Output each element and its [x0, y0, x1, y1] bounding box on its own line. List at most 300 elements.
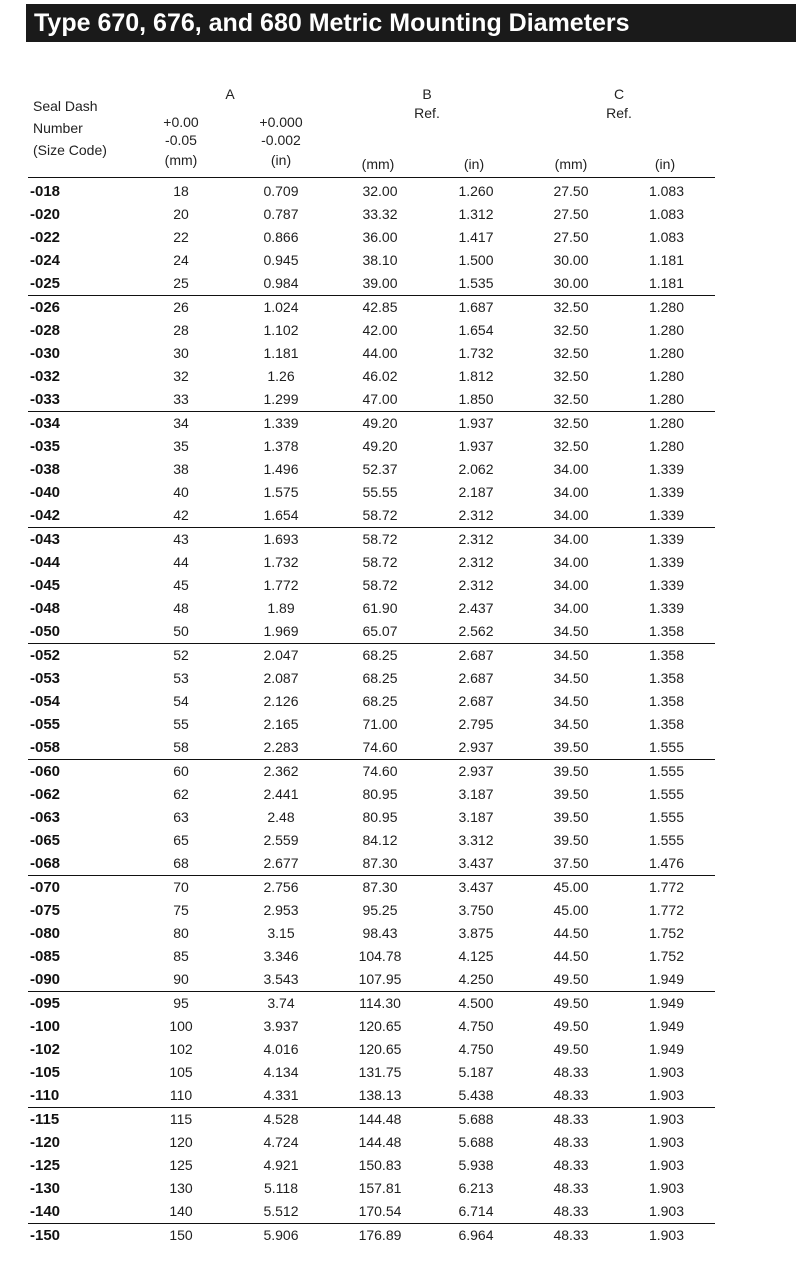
cell-seal-dash-number: -095	[30, 995, 61, 1012]
cell-a-in: 1.89	[267, 600, 295, 616]
table-row	[28, 690, 715, 713]
cell-seal-dash-number: -052	[30, 647, 61, 664]
cell-a-in: 3.346	[263, 948, 299, 964]
cell-seal-dash-number: -150	[30, 1227, 61, 1244]
cell-b-mm: 49.20	[362, 438, 398, 454]
cell-c-in: 1.903	[648, 1157, 685, 1173]
table-row	[28, 1224, 715, 1248]
cell-c-mm: 48.33	[553, 1157, 589, 1173]
cell-b-in: 5.187	[458, 1064, 494, 1080]
cell-a-in: 5.118	[264, 1180, 298, 1196]
table-row	[28, 1177, 715, 1200]
cell-b-mm: 157.81	[358, 1180, 402, 1196]
header-a-mm-tol-plus: +0.00	[163, 114, 199, 130]
cell-b-mm: 74.60	[332, 736, 428, 760]
cell-c-mm: 34.00	[553, 484, 589, 500]
cell-b-mm: 61.90	[362, 600, 398, 616]
cell-b-mm: 138.13	[332, 1084, 428, 1108]
cell-b-mm: 65.07	[332, 620, 428, 644]
cell-seal-dash-number: -068	[28, 852, 132, 876]
cell-c-in: 1.339	[648, 531, 685, 547]
cell-a-mm: 62	[173, 786, 189, 802]
cell-a-in: 1.024	[263, 299, 299, 315]
table-row	[28, 783, 715, 806]
cell-seal-dash-number: -018	[30, 183, 61, 200]
cell-c-mm: 48.33	[524, 1084, 618, 1108]
cell-seal-dash-number: -130	[30, 1180, 61, 1197]
cell-b-in: 1.812	[458, 368, 494, 384]
cell-a-in: 2.559	[263, 832, 299, 848]
cell-c-in: 1.339	[648, 554, 685, 570]
table-row	[28, 203, 715, 226]
cell-c-in: 1.280	[648, 415, 685, 431]
cell-a-in: 1.26	[267, 368, 295, 384]
cell-b-mm: 44.00	[362, 345, 398, 361]
cell-c-in: 1.181	[648, 252, 685, 268]
cell-c-in: 1.339	[648, 577, 685, 593]
cell-b-mm: 58.72	[362, 577, 398, 593]
table-row	[28, 481, 715, 504]
cell-c-in: 1.949	[648, 1041, 685, 1057]
table-row	[28, 365, 715, 388]
cell-c-mm: 34.50	[524, 620, 618, 644]
cell-b-in: 5.938	[458, 1157, 494, 1173]
cell-seal-dash-number: -033	[28, 388, 132, 412]
cell-b-mm: 68.25	[362, 670, 398, 686]
cell-b-mm: 144.48	[358, 1111, 402, 1127]
cell-c-in: 1.339	[648, 600, 685, 616]
cell-b-mm: 120.65	[358, 1041, 402, 1057]
cell-c-in: 1.772	[648, 879, 685, 895]
header-seal-dash-line2: Number	[33, 120, 83, 136]
cell-c-mm: 27.50	[553, 229, 589, 245]
cell-a-mm: 150	[169, 1227, 193, 1243]
cell-seal-dash-number: -115	[30, 1111, 60, 1128]
table-row	[28, 922, 715, 945]
table-row	[28, 272, 715, 296]
cell-c-mm: 44.50	[553, 925, 589, 941]
cell-b-in: 2.062	[458, 461, 494, 477]
cell-c-in: 1.772	[648, 902, 685, 918]
table-row	[28, 319, 715, 342]
cell-a-mm: 68	[132, 852, 230, 876]
cell-b-mm: 150.83	[358, 1157, 402, 1173]
cell-b-mm: 42.85	[362, 299, 398, 315]
table-row	[28, 528, 715, 552]
cell-a-mm: 63	[173, 809, 189, 825]
cell-c-in: 1.358	[618, 620, 715, 644]
cell-c-mm: 34.00	[553, 600, 589, 616]
cell-c-in: 1.903	[648, 1180, 685, 1196]
cell-c-mm: 27.50	[553, 183, 589, 199]
cell-seal-dash-number: -025	[28, 272, 132, 296]
cell-a-mm: 30	[173, 345, 189, 361]
cell-c-in: 1.903	[618, 1084, 715, 1108]
cell-seal-dash-number: -050	[28, 620, 132, 644]
cell-a-mm: 53	[173, 670, 189, 686]
cell-c-in: 1.280	[648, 299, 685, 315]
cell-a-in: 5.512	[230, 1200, 332, 1224]
table-row	[28, 342, 715, 365]
cell-c-in: 1.949	[648, 1018, 685, 1034]
cell-c-in: 1.339	[648, 484, 685, 500]
cell-a-in: 0.787	[263, 206, 299, 222]
cell-b-in: 2.312	[458, 577, 494, 593]
cell-a-mm: 45	[173, 577, 189, 593]
header-a-in-tol-minus: -0.002	[261, 132, 301, 148]
cell-a-in: 1.693	[263, 531, 299, 547]
header-seal-dash-line3: (Size Code)	[33, 142, 107, 158]
cell-a-in: 4.331	[230, 1084, 332, 1108]
cell-a-mm: 65	[173, 832, 189, 848]
header-a-in-tol-plus: +0.000	[259, 114, 303, 130]
table-row	[28, 829, 715, 852]
cell-a-mm: 44	[173, 554, 189, 570]
cell-c-mm: 45.00	[553, 902, 589, 918]
cell-c-mm: 32.50	[553, 322, 589, 338]
cell-a-mm: 120	[169, 1134, 193, 1150]
cell-c-in: 1.280	[648, 368, 685, 384]
table-row	[28, 504, 715, 528]
cell-b-mm: 71.00	[362, 716, 398, 732]
cell-b-in: 5.688	[458, 1111, 494, 1127]
cell-c-mm: 39.50	[553, 786, 589, 802]
cell-a-mm: 28	[173, 322, 189, 338]
cell-b-in: 2.687	[458, 670, 494, 686]
table-row	[28, 1015, 715, 1038]
table-row	[28, 620, 715, 644]
cell-b-in: 2.437	[458, 600, 494, 616]
table-row	[28, 852, 715, 876]
cell-b-in: 2.687	[458, 647, 494, 663]
cell-seal-dash-number: -053	[30, 670, 61, 687]
cell-c-mm: 48.33	[553, 1111, 589, 1127]
cell-b-mm: 84.12	[362, 832, 398, 848]
cell-c-in: 1.752	[648, 948, 685, 964]
header-group-c-ref: Ref.	[606, 105, 632, 121]
cell-c-in: 1.555	[618, 736, 715, 760]
cell-a-mm: 25	[132, 272, 230, 296]
cell-c-mm: 34.00	[553, 554, 589, 570]
cell-c-in: 1.555	[648, 832, 685, 848]
cell-c-mm: 34.00	[524, 504, 618, 528]
cell-a-in: 1.575	[263, 484, 299, 500]
cell-a-mm: 18	[173, 183, 189, 199]
cell-seal-dash-number: -040	[30, 484, 61, 501]
cell-c-mm: 34.00	[553, 577, 589, 593]
cell-b-mm: 176.89	[358, 1227, 402, 1243]
cell-a-mm: 60	[173, 763, 189, 779]
cell-a-in: 0.866	[263, 229, 299, 245]
cell-b-in: 2.937	[428, 736, 524, 760]
cell-b-in: 2.562	[428, 620, 524, 644]
cell-a-mm: 34	[173, 415, 189, 431]
cell-c-in: 1.903	[648, 1111, 685, 1127]
cell-c-mm: 39.50	[524, 736, 618, 760]
cell-a-mm: 130	[169, 1180, 193, 1196]
table-row	[28, 551, 715, 574]
cell-c-in: 1.358	[648, 670, 685, 686]
table-row	[28, 180, 715, 203]
cell-seal-dash-number: -075	[30, 902, 61, 919]
cell-c-mm: 39.50	[553, 763, 589, 779]
cell-c-in: 1.476	[618, 852, 715, 876]
cell-a-mm: 110	[132, 1084, 230, 1108]
header-divider	[28, 177, 715, 178]
cell-c-mm: 49.50	[553, 1041, 589, 1057]
table-row	[28, 412, 715, 436]
cell-a-in: 2.677	[230, 852, 332, 876]
cell-a-mm: 115	[169, 1111, 193, 1127]
cell-c-mm: 32.50	[553, 345, 589, 361]
cell-c-mm: 32.50	[553, 415, 589, 431]
cell-a-in: 0.945	[263, 252, 299, 268]
cell-seal-dash-number: -024	[30, 252, 61, 269]
cell-b-in: 1.312	[458, 206, 494, 222]
cell-c-in: 1.752	[648, 925, 685, 941]
cell-b-in: 3.437	[458, 879, 494, 895]
table-row	[28, 899, 715, 922]
header-group-b-ref: Ref.	[414, 105, 440, 121]
cell-b-mm: 42.00	[362, 322, 398, 338]
cell-seal-dash-number: -034	[30, 415, 61, 432]
cell-c-mm: 48.33	[553, 1180, 589, 1196]
table-row	[28, 736, 715, 760]
cell-b-mm: 131.75	[358, 1064, 402, 1080]
cell-c-mm: 34.50	[553, 647, 589, 663]
cell-b-mm: 33.32	[362, 206, 398, 222]
cell-seal-dash-number: -110	[28, 1084, 132, 1108]
cell-a-in: 2.126	[263, 693, 299, 709]
cell-b-in: 6.213	[458, 1180, 494, 1196]
cell-seal-dash-number: -070	[30, 879, 61, 896]
cell-a-mm: 33	[132, 388, 230, 412]
cell-b-mm: 74.60	[362, 763, 398, 779]
cell-b-mm: 38.10	[362, 252, 398, 268]
cell-b-in: 1.687	[458, 299, 494, 315]
cell-b-in: 2.795	[458, 716, 494, 732]
cell-b-in: 4.500	[458, 995, 494, 1011]
cell-seal-dash-number: -022	[30, 229, 61, 246]
cell-a-mm: 58	[132, 736, 230, 760]
cell-b-in: 1.732	[458, 345, 494, 361]
cell-a-in: 4.016	[263, 1041, 299, 1057]
cell-seal-dash-number: -030	[30, 345, 61, 362]
cell-a-mm: 42	[132, 504, 230, 528]
cell-c-mm: 45.00	[553, 879, 589, 895]
table-row	[28, 597, 715, 620]
cell-seal-dash-number: -035	[30, 438, 61, 455]
cell-seal-dash-number: -045	[30, 577, 61, 594]
cell-a-in: 3.15	[267, 925, 295, 941]
table-row	[28, 1131, 715, 1154]
table-row	[28, 1154, 715, 1177]
table-row	[28, 574, 715, 597]
cell-a-mm: 90	[132, 968, 230, 992]
cell-b-in: 1.260	[458, 183, 494, 199]
cell-seal-dash-number: -026	[30, 299, 61, 316]
cell-a-in: 2.165	[263, 716, 299, 732]
cell-c-in: 1.280	[648, 322, 685, 338]
cell-a-mm: 100	[169, 1018, 193, 1034]
cell-a-mm: 50	[132, 620, 230, 644]
table-row	[28, 1038, 715, 1061]
table-row	[28, 388, 715, 412]
table-row	[28, 1061, 715, 1084]
cell-b-mm: 58.72	[332, 504, 428, 528]
cell-c-in: 1.339	[618, 504, 715, 528]
cell-seal-dash-number: -060	[30, 763, 61, 780]
table-row	[28, 1108, 715, 1132]
cell-c-mm: 32.50	[524, 388, 618, 412]
cell-c-mm: 34.50	[553, 693, 589, 709]
header-b-in-unit: (in)	[463, 156, 485, 172]
cell-c-in: 1.339	[648, 461, 685, 477]
table-row	[28, 435, 715, 458]
cell-b-in: 1.850	[428, 388, 524, 412]
cell-c-mm: 32.50	[553, 368, 589, 384]
cell-a-in: 3.937	[263, 1018, 299, 1034]
cell-seal-dash-number: -054	[30, 693, 61, 710]
table-row	[28, 760, 715, 784]
cell-a-mm: 54	[173, 693, 189, 709]
cell-a-in: 1.339	[263, 415, 299, 431]
cell-a-in: 4.724	[263, 1134, 299, 1150]
cell-a-in: 1.181	[263, 345, 299, 361]
table-body	[28, 180, 715, 1247]
cell-a-in: 2.756	[263, 879, 299, 895]
cell-b-mm: 68.25	[362, 693, 398, 709]
cell-a-in: 1.496	[263, 461, 299, 477]
table-row	[28, 667, 715, 690]
cell-b-mm: 68.25	[362, 647, 398, 663]
cell-b-in: 3.437	[428, 852, 524, 876]
cell-a-mm: 80	[173, 925, 189, 941]
cell-seal-dash-number: -080	[30, 925, 61, 942]
cell-c-mm: 34.50	[553, 716, 589, 732]
cell-b-in: 4.750	[458, 1041, 494, 1057]
cell-c-mm: 49.50	[553, 1018, 589, 1034]
cell-a-mm: 125	[169, 1157, 193, 1173]
cell-c-mm: 32.50	[553, 299, 589, 315]
cell-c-mm: 39.50	[553, 809, 589, 825]
table-row	[28, 296, 715, 320]
cell-a-mm: 43	[173, 531, 189, 547]
cell-a-in: 0.984	[230, 272, 332, 296]
header-c-mm-unit: (mm)	[554, 156, 588, 172]
cell-a-in: 4.528	[263, 1111, 299, 1127]
cell-c-mm: 44.50	[553, 948, 589, 964]
cell-b-in: 1.654	[458, 322, 494, 338]
mounting-diameters-table	[28, 180, 715, 1247]
cell-c-mm: 49.50	[553, 995, 589, 1011]
cell-b-mm: 144.48	[358, 1134, 402, 1150]
cell-b-in: 2.937	[458, 763, 494, 779]
cell-b-mm: 55.55	[362, 484, 398, 500]
cell-c-in: 1.903	[648, 1064, 685, 1080]
cell-b-in: 3.750	[458, 902, 494, 918]
cell-b-in: 3.187	[458, 809, 494, 825]
cell-b-mm: 120.65	[358, 1018, 402, 1034]
cell-b-in: 2.312	[428, 504, 524, 528]
cell-seal-dash-number: -042	[28, 504, 132, 528]
table-row	[28, 249, 715, 272]
cell-seal-dash-number: -120	[30, 1134, 61, 1151]
cell-a-mm: 22	[173, 229, 189, 245]
cell-seal-dash-number: -058	[28, 736, 132, 760]
cell-c-in: 1.358	[648, 647, 685, 663]
cell-c-in: 1.949	[648, 995, 685, 1011]
cell-b-mm: 87.30	[362, 879, 398, 895]
cell-c-mm: 37.50	[524, 852, 618, 876]
cell-b-in: 1.937	[458, 415, 494, 431]
cell-b-mm: 107.95	[332, 968, 428, 992]
cell-a-in: 4.921	[263, 1157, 299, 1173]
table-row	[28, 1200, 715, 1224]
cell-b-in: 1.417	[458, 229, 494, 245]
header-group-b: B	[422, 86, 432, 102]
cell-c-mm: 30.00	[553, 252, 589, 268]
header-a-mm-unit: (mm)	[164, 152, 198, 168]
cell-c-in: 1.083	[648, 229, 685, 245]
cell-b-in: 2.687	[458, 693, 494, 709]
cell-seal-dash-number: -090	[28, 968, 132, 992]
cell-a-in: 1.102	[263, 322, 299, 338]
cell-seal-dash-number: -085	[30, 948, 61, 965]
header-c-in-unit: (in)	[654, 156, 676, 172]
cell-c-mm: 39.50	[553, 832, 589, 848]
cell-a-mm: 40	[173, 484, 189, 500]
cell-a-in: 1.969	[230, 620, 332, 644]
cell-a-in: 2.087	[263, 670, 299, 686]
cell-a-in: 5.906	[263, 1227, 299, 1243]
cell-c-in: 1.949	[618, 968, 715, 992]
cell-seal-dash-number: -043	[30, 531, 61, 548]
cell-seal-dash-number: -048	[30, 600, 61, 617]
cell-a-mm: 32	[173, 368, 189, 384]
cell-b-mm: 170.54	[332, 1200, 428, 1224]
cell-seal-dash-number: -028	[30, 322, 61, 339]
cell-b-mm: 46.02	[362, 368, 398, 384]
cell-b-mm: 95.25	[362, 902, 398, 918]
cell-c-in: 1.280	[618, 388, 715, 412]
cell-c-mm: 48.33	[553, 1227, 589, 1243]
cell-c-mm: 34.00	[553, 461, 589, 477]
cell-c-mm: 48.33	[553, 1064, 589, 1080]
cell-c-in: 1.903	[648, 1134, 685, 1150]
cell-b-in: 5.438	[428, 1084, 524, 1108]
cell-c-in: 1.181	[618, 272, 715, 296]
header-group-a: A	[225, 86, 235, 102]
cell-a-mm: 95	[173, 995, 189, 1011]
cell-seal-dash-number: -044	[30, 554, 61, 571]
cell-seal-dash-number: -102	[30, 1041, 61, 1058]
cell-a-mm: 85	[173, 948, 189, 964]
cell-a-in: 1.654	[230, 504, 332, 528]
cell-seal-dash-number: -100	[30, 1018, 61, 1035]
cell-b-in: 1.937	[458, 438, 494, 454]
table-row	[28, 968, 715, 992]
cell-a-in: 2.953	[263, 902, 299, 918]
cell-b-in: 4.750	[458, 1018, 494, 1034]
cell-a-mm: 24	[173, 252, 189, 268]
cell-a-in: 3.543	[230, 968, 332, 992]
cell-a-mm: 26	[173, 299, 189, 315]
cell-b-mm: 80.95	[362, 809, 398, 825]
cell-b-in: 2.187	[458, 484, 494, 500]
cell-b-mm: 32.00	[362, 183, 398, 199]
cell-c-in: 1.083	[648, 206, 685, 222]
